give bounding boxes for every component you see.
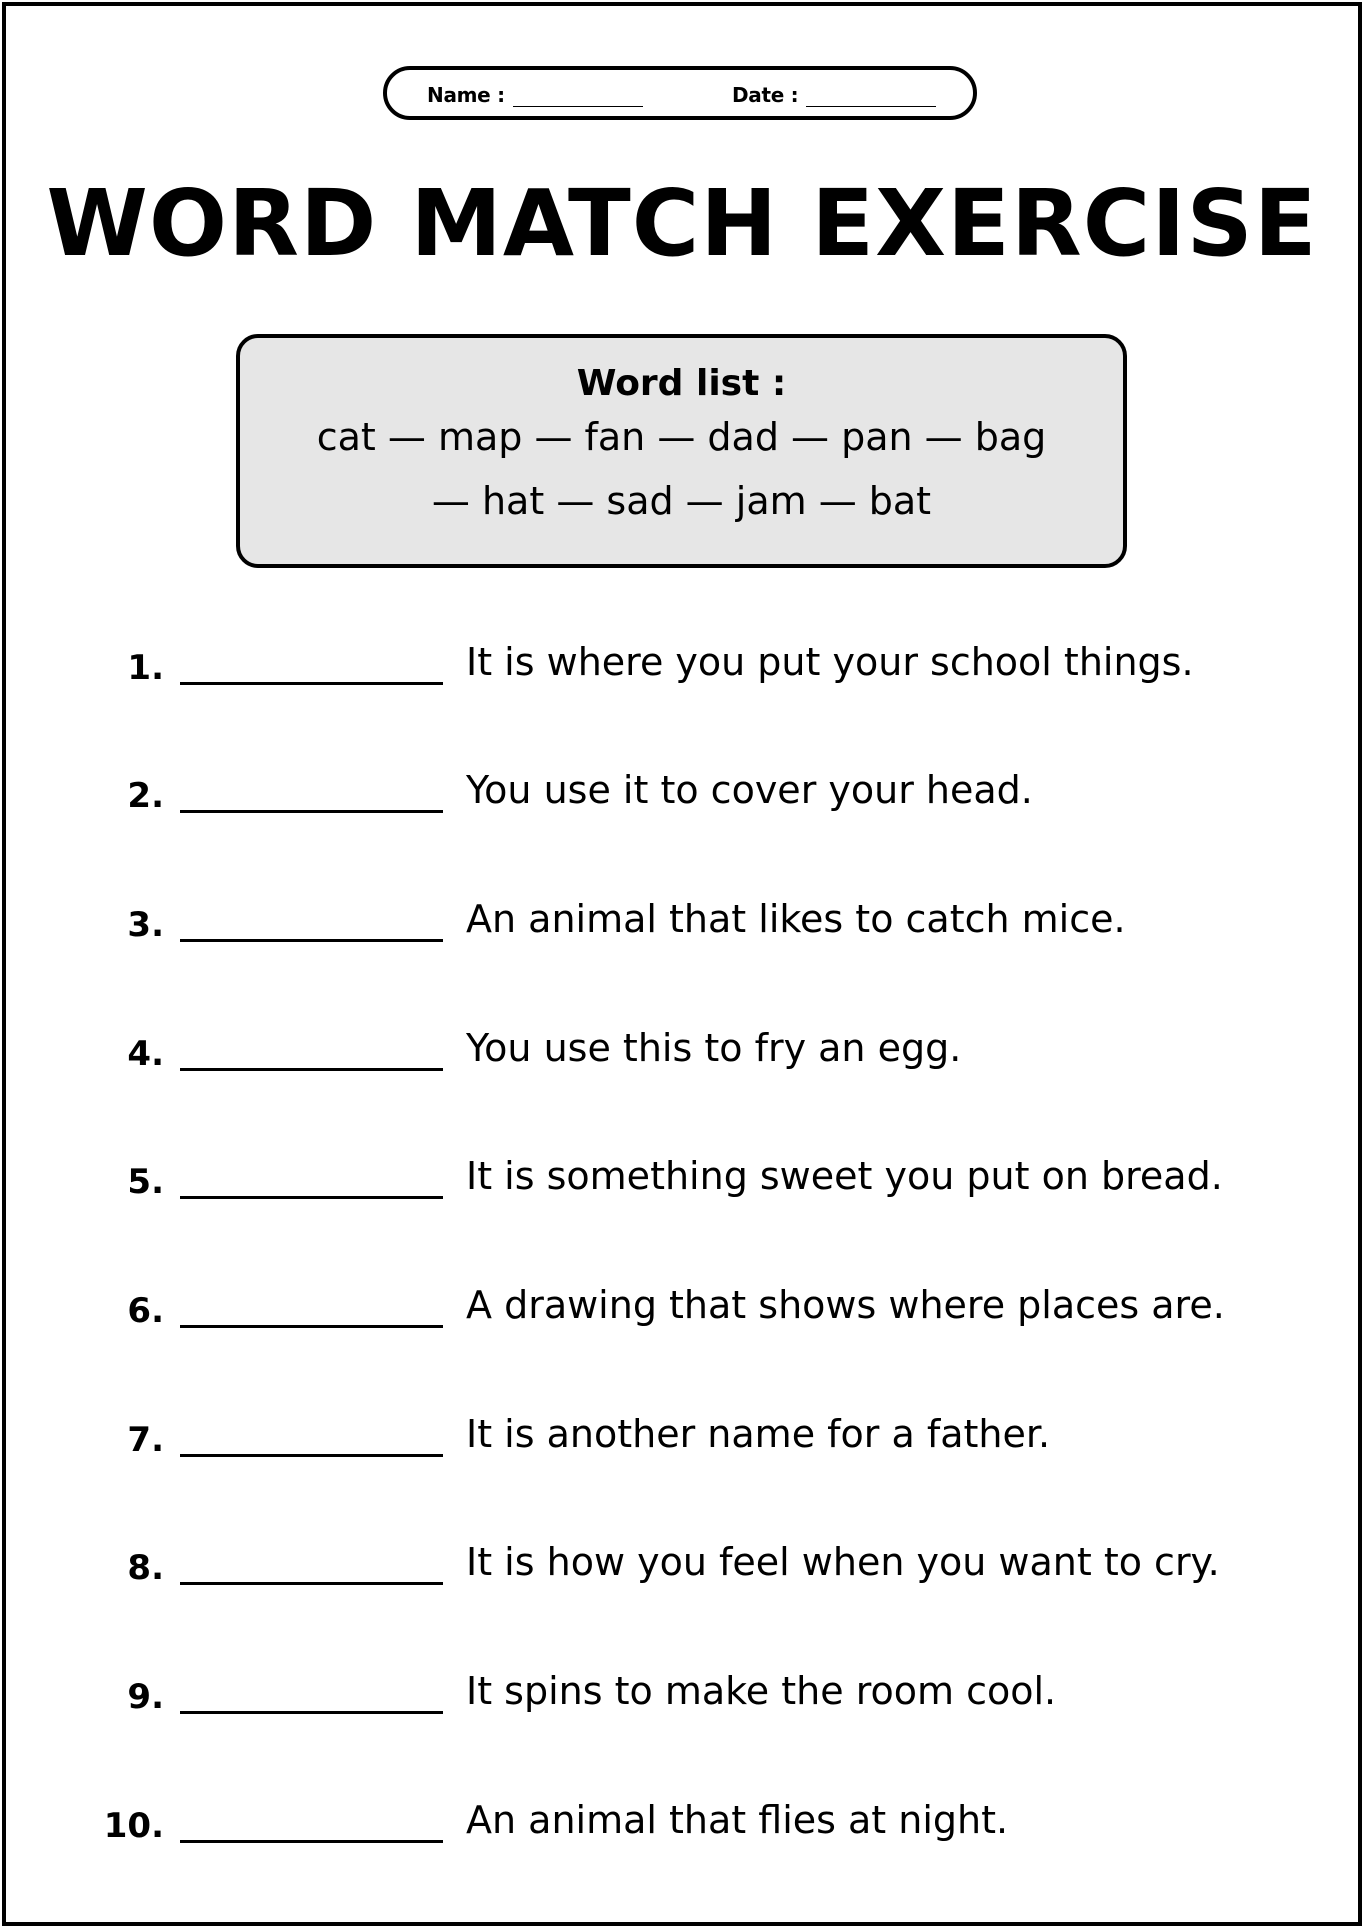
question-number: 10. <box>103 1806 164 1846</box>
answer-blank[interactable] <box>180 1196 443 1199</box>
question-number: 7. <box>127 1420 164 1460</box>
word-list-line-1: cat — map — fan — dad — pan — bag <box>316 415 1047 460</box>
question-number: 2. <box>127 776 164 816</box>
word-list-title: Word list : <box>576 363 787 404</box>
answer-blank[interactable] <box>180 1068 443 1071</box>
question-item <box>0 1283 1364 1363</box>
question-item <box>0 1669 1364 1749</box>
word-list-box <box>236 334 1127 568</box>
question-number: 6. <box>127 1291 164 1331</box>
name-label: Name : <box>427 83 505 107</box>
question-item <box>0 1798 1364 1878</box>
question-item <box>0 897 1364 977</box>
date-blank-line[interactable] <box>806 88 936 107</box>
question-number: 3. <box>127 905 164 945</box>
question-clue: You use it to cover your head. <box>466 768 1033 812</box>
page-title: WORD MATCH EXERCISE <box>46 170 1318 277</box>
question-number: 5. <box>127 1162 164 1202</box>
answer-blank[interactable] <box>180 1582 443 1585</box>
question-item <box>0 768 1364 848</box>
question-clue: An animal that flies at night. <box>466 1798 1009 1842</box>
question-number: 9. <box>127 1677 164 1717</box>
question-number: 4. <box>127 1034 164 1074</box>
answer-blank[interactable] <box>180 682 443 685</box>
question-clue: It is where you put your school things. <box>466 640 1194 684</box>
question-item <box>0 640 1364 720</box>
answer-blank[interactable] <box>180 810 443 813</box>
question-number: 8. <box>127 1548 164 1588</box>
answer-blank[interactable] <box>180 1840 443 1843</box>
name-date-header <box>383 66 977 120</box>
answer-blank[interactable] <box>180 939 443 942</box>
word-list-line-2: — hat — sad — jam — bat <box>431 479 932 524</box>
question-item <box>0 1412 1364 1492</box>
question-clue: You use this to fry an egg. <box>466 1026 962 1070</box>
question-item <box>0 1540 1364 1620</box>
question-clue: It is another name for a father. <box>466 1412 1051 1456</box>
date-field[interactable] <box>732 83 936 107</box>
question-number: 1. <box>127 648 164 688</box>
answer-blank[interactable] <box>180 1325 443 1328</box>
answer-blank[interactable] <box>180 1711 443 1714</box>
question-clue: A drawing that shows where places are. <box>466 1283 1225 1327</box>
name-field[interactable] <box>427 83 643 107</box>
question-item <box>0 1026 1364 1106</box>
question-clue: It is something sweet you put on bread. <box>466 1154 1223 1198</box>
date-label: Date : <box>732 83 799 107</box>
answer-blank[interactable] <box>180 1454 443 1457</box>
question-clue: An animal that likes to catch mice. <box>466 897 1126 941</box>
name-blank-line[interactable] <box>513 88 643 107</box>
question-item <box>0 1154 1364 1234</box>
question-clue: It is how you feel when you want to cry. <box>466 1540 1220 1584</box>
question-clue: It spins to make the room cool. <box>466 1669 1057 1713</box>
